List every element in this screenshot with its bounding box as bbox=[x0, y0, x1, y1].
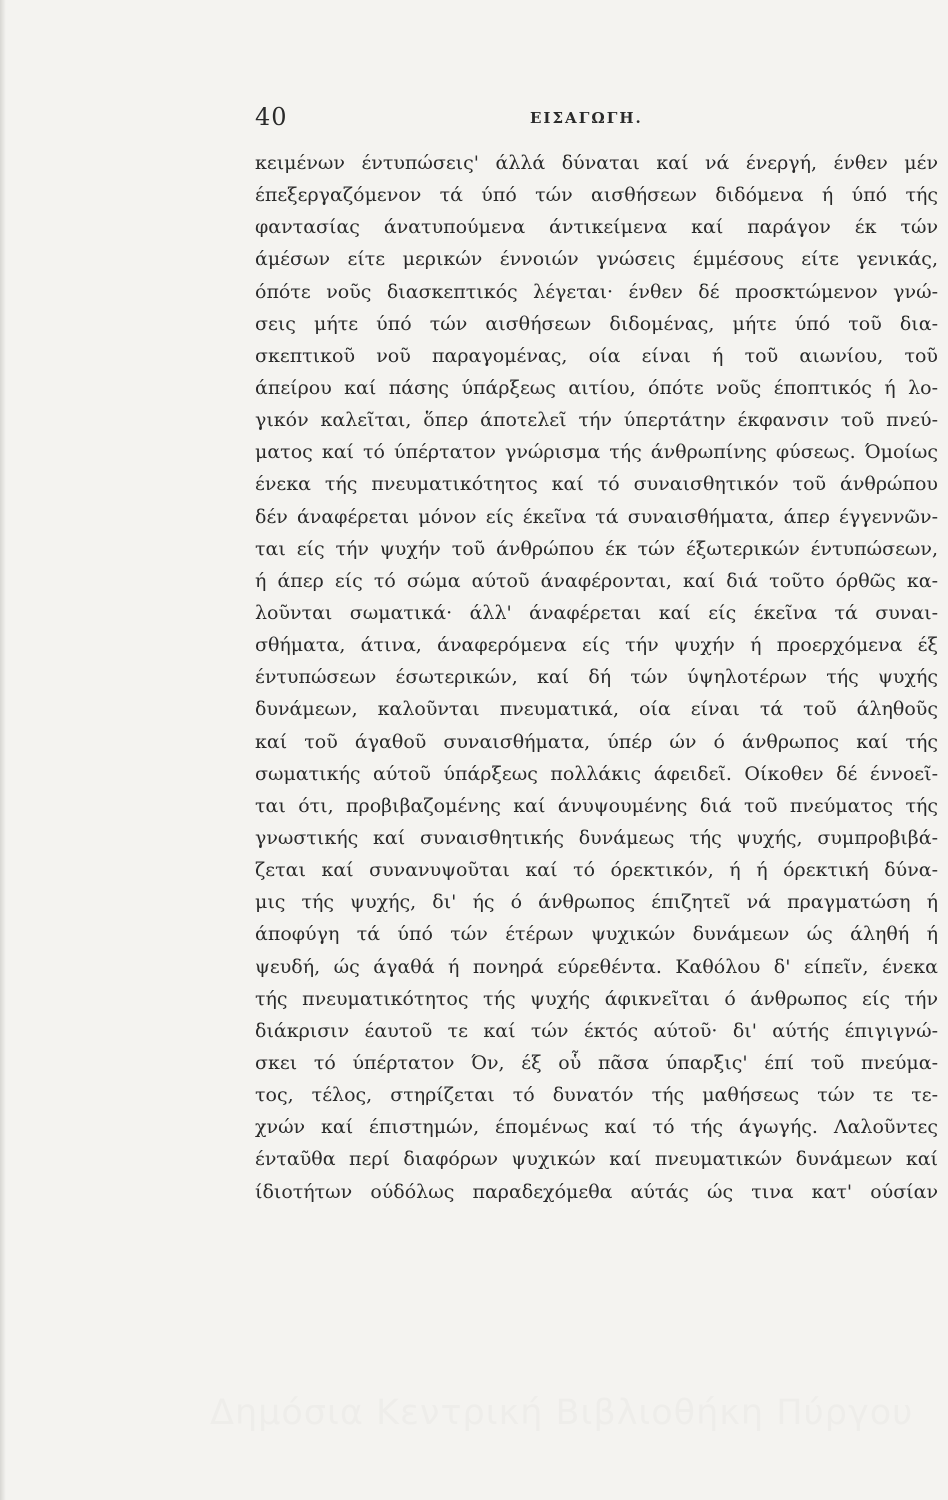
text-line: ίδιοτήτων ούδόλως παραδεχόμεθα αύτάς ώς τινα κατ' ούσίαν bbox=[255, 1180, 938, 1203]
text-line: λοῦνται σωματικά· άλλ' άναφέρεται καί είς έκεῖνα τά συναι- bbox=[255, 601, 938, 624]
page-number: 40 bbox=[255, 103, 288, 131]
text-line: ζεται καί συνανυψοῦται καί τό όρεκτικόν, ή ή όρεκτική δύνα- bbox=[255, 859, 938, 882]
text-line: ματος καί τό ύπέρτατον γνώρισμα τής άνθρωπίνης φύσεως. Όμοίως bbox=[255, 441, 938, 464]
text-line: άπείρου καί πάσης ύπάρξεως αιτίου, όπότε νοῦς έποπτικός ή λο- bbox=[255, 376, 938, 399]
text-line: ένταῦθα περί διαφόρων ψυχικών καί πνευματικών δυνάμεων καί bbox=[255, 1148, 938, 1171]
text-line: όπότε νοῦς διασκεπτικός λέγεται· ένθεν δέ προσκτώμενον γνώ- bbox=[255, 280, 938, 303]
page-header bbox=[255, 103, 935, 143]
text-line: σκει τό ύπέρτατον Όν, έξ οὗ πᾶσα ύπαρξις' έπί τοῦ πνεύμα- bbox=[255, 1051, 938, 1074]
text-line: καί τοῦ άγαθοῦ συναισθήματα, ύπέρ ών ό άνθρωπος καί τής bbox=[255, 730, 938, 753]
text-line: ται ότι, προβιβαζομένης καί άνυψουμένης διά τοῦ πνεύματος τής bbox=[255, 794, 938, 817]
running-head: ΕΙΣΑΓΩΓΗ. bbox=[530, 109, 643, 127]
text-line: τος, τέλος, στηρίζεται τό δυνατόν τής μαθήσεως τών τε τε- bbox=[255, 1084, 938, 1107]
text-line: ται είς τήν ψυχήν τοῦ άνθρώπου έκ τών έξωτερικών έντυπώσεων, bbox=[255, 537, 938, 560]
text-line: έντυπώσεων έσωτερικών, καί δή τών ύψηλοτέρων τής ψυχής bbox=[255, 666, 938, 689]
text-line: άμέσων είτε μερικών έννοιών γνώσεις έμμέσους είτε γενικάς, bbox=[255, 248, 938, 271]
text-line: σκεπτικοῦ νοῦ παραγομένας, οία είναι ή τοῦ αιωνίου, τοῦ bbox=[255, 344, 938, 367]
text-line: γικόν καλεῖται, ὅπερ άποτελεῖ τήν ύπερτάτην έκφανσιν τοῦ πνεύ- bbox=[255, 409, 938, 432]
text-line: τής πνευματικότητος τής ψυχής άφικνεῖται ό άνθρωπος είς τήν bbox=[255, 987, 938, 1010]
text-line: ή άπερ είς τό σώμα αύτοῦ άναφέρονται, καί διά τοῦτο όρθῶς κα- bbox=[255, 569, 938, 592]
text-line: ένεκα τής πνευματικότητος καί τό συναισθητικόν τοῦ άνθρώπου bbox=[255, 473, 938, 496]
text-line: άποφύγη τά ύπό τών έτέρων ψυχικών δυνάμεων ώς άληθή ή bbox=[255, 923, 938, 946]
text-line: ψευδή, ώς άγαθά ή πονηρά εύρεθέντα. Καθόλου δ' είπεῖν, ένεκα bbox=[255, 955, 938, 978]
text-line: σθήματα, άτινα, άναφερόμενα είς τήν ψυχήν ή προερχόμενα έξ bbox=[255, 634, 938, 657]
body-text bbox=[255, 147, 938, 1208]
text-line: σωματικής αύτοῦ ύπάρξεως πολλάκις άφειδεῖ. Οίκοθεν δέ έννοεῖ- bbox=[255, 762, 938, 785]
text-line: χνών καί έπιστημών, έπομένως καί τό τής άγωγής. Λαλοῦντες bbox=[255, 1116, 938, 1139]
text-line: δέν άναφέρεται μόνον είς έκεῖνα τά συναισθήματα, άπερ έγγεννῶν- bbox=[255, 505, 938, 528]
text-line: μις τής ψυχής, δι' ής ό άνθρωπος έπιζητεῖ νά πραγματώση ή bbox=[255, 891, 938, 914]
text-line: γνωστικής καί συναισθητικής δυνάμεως τής ψυχής, συμπροβιβά- bbox=[255, 826, 938, 849]
text-line: έπεξεργαζόμενον τά ύπό τών αισθήσεων διδόμενα ή ύπό τής bbox=[255, 184, 938, 207]
text-line: κειμένων έντυπώσεις' άλλά δύναται καί νά ένεργή, ένθεν μέν bbox=[255, 152, 938, 174]
text-line: δυνάμεων, καλοῦνται πνευματικά, οία είναι τά τοῦ άληθοῦς bbox=[255, 698, 938, 721]
library-watermark: Δημόσια Κεντρική Βιβλιοθήκη Πύργου bbox=[210, 1393, 914, 1433]
page-edge-shadow bbox=[0, 0, 6, 1500]
text-line: διάκρισιν έαυτοῦ τε καί τών έκτός αύτοῦ· δι' αύτής έπιγιγνώ- bbox=[255, 1019, 938, 1042]
text-line: φαντασίας άνατυπούμενα άντικείμενα καί παράγον έκ τών bbox=[255, 216, 938, 239]
text-line: σεις μήτε ύπό τών αισθήσεων διδομένας, μήτε ύπό τοῦ δια- bbox=[255, 312, 938, 335]
